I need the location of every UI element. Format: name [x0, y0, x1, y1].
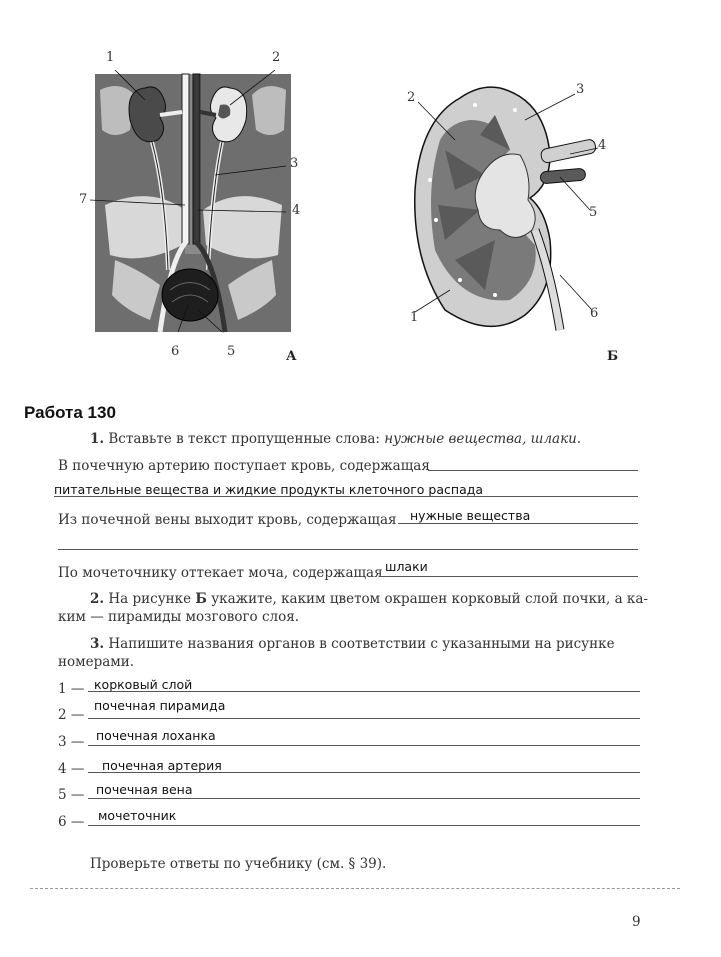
figure-b-label-6: 6: [590, 306, 599, 321]
page-number: 9: [632, 914, 641, 930]
task3-item-3-line: [88, 745, 640, 746]
task3-item-5-line: [88, 798, 640, 799]
task2-figure-ref: Б: [195, 591, 207, 607]
task3-item-4-line: [88, 772, 640, 773]
task2-number: 2.: [90, 591, 105, 607]
figure-a-urinary-system: [90, 70, 300, 335]
figure-b-label-5: 5: [589, 205, 598, 220]
figure-b-label-1: 1: [410, 310, 419, 325]
task1-line3-text: По мочеточнику оттекает моча, содержащая: [58, 565, 383, 581]
figure-a-label-1: 1: [106, 50, 115, 65]
task1-line2-answer[interactable]: нужные вещества: [410, 508, 531, 523]
task1-line3-answer[interactable]: шлаки: [385, 559, 428, 574]
task3-item-1-line: [88, 691, 640, 692]
task3-item-2-line: [88, 718, 640, 719]
task1-line1-text: В почечную артерию поступает кровь, содержащая: [58, 458, 430, 474]
task1-line2-continuation: [58, 549, 638, 550]
task1-line3-blank: [380, 576, 638, 577]
task1-line1-answer[interactable]: питательные вещества и жидкие продукты клеточного распада: [54, 482, 484, 497]
task3-item-5-label: 5 —: [58, 787, 85, 803]
figure-a-label-6: 6: [171, 344, 180, 359]
figure-b-kidney-section: [400, 80, 615, 335]
figure-a-label-4: 4: [292, 203, 301, 218]
figure-b-label-3: 3: [576, 82, 585, 97]
figure-b-label-4: 4: [598, 138, 607, 153]
task3-item-2-answer[interactable]: почечная пирамида: [94, 698, 226, 713]
task2-text-after: укажите, каким цветом окрашен корковый слой почки, а ка-: [211, 591, 648, 607]
figure-a-label-7: 7: [79, 192, 88, 207]
task3-text-line1: Напишите названия органов в соответствии с указанными на рисунке: [108, 636, 615, 652]
task2-text-before: На рисунке: [108, 591, 192, 607]
figure-a-label-2: 2: [272, 50, 281, 65]
task3-item-3-label: 3 —: [58, 734, 85, 750]
task1-words: нужные вещества, шлаки.: [384, 431, 582, 447]
task3-item-1-label: 1 —: [58, 681, 85, 697]
task3-item-6-label: 6 —: [58, 814, 85, 830]
task3-item-3-answer[interactable]: почечная лоханка: [96, 728, 216, 743]
task3-text: [90, 635, 615, 653]
task3-text-line2: номерами.: [58, 654, 135, 670]
task3-item-4-label: 4 —: [58, 761, 85, 777]
figure-a-label-3: 3: [290, 156, 299, 171]
task3-item-6-answer[interactable]: мочеточник: [98, 808, 177, 823]
task1-number: 1.: [90, 431, 105, 447]
figure-b-label-2: 2: [407, 90, 416, 105]
task3-item-1-answer[interactable]: корковый слой: [94, 677, 193, 692]
task2-text-line2: ким — пирамиды мозгового слоя.: [58, 609, 300, 625]
task1-line1-blank: [428, 470, 638, 471]
task3-item-5-answer[interactable]: почечная вена: [96, 782, 193, 797]
footer-check-note: Проверьте ответы по учебнику (см. § 39).: [90, 856, 387, 872]
task1-line1-continuation: [54, 496, 638, 497]
task3-number: 3.: [90, 636, 105, 652]
task1-prompt-text: Вставьте в текст пропущенные слова:: [108, 431, 380, 447]
task3-item-4-answer[interactable]: почечная артерия: [102, 758, 222, 773]
task3-item-2-label: 2 —: [58, 707, 85, 723]
task1-line2-text: Из почечной вены выходит кровь, содержащая: [58, 512, 397, 528]
figure-a-label-5: 5: [227, 344, 236, 359]
task1-prompt: [90, 430, 581, 448]
work-title: Работа 130: [24, 403, 116, 422]
figure-a-letter: А: [286, 349, 297, 364]
task2-text: [90, 590, 648, 608]
scan-noise-line: [30, 888, 680, 889]
task1-line2-blank: [398, 523, 638, 524]
task3-item-6-line: [88, 825, 640, 826]
figure-b-letter: Б: [607, 349, 619, 364]
